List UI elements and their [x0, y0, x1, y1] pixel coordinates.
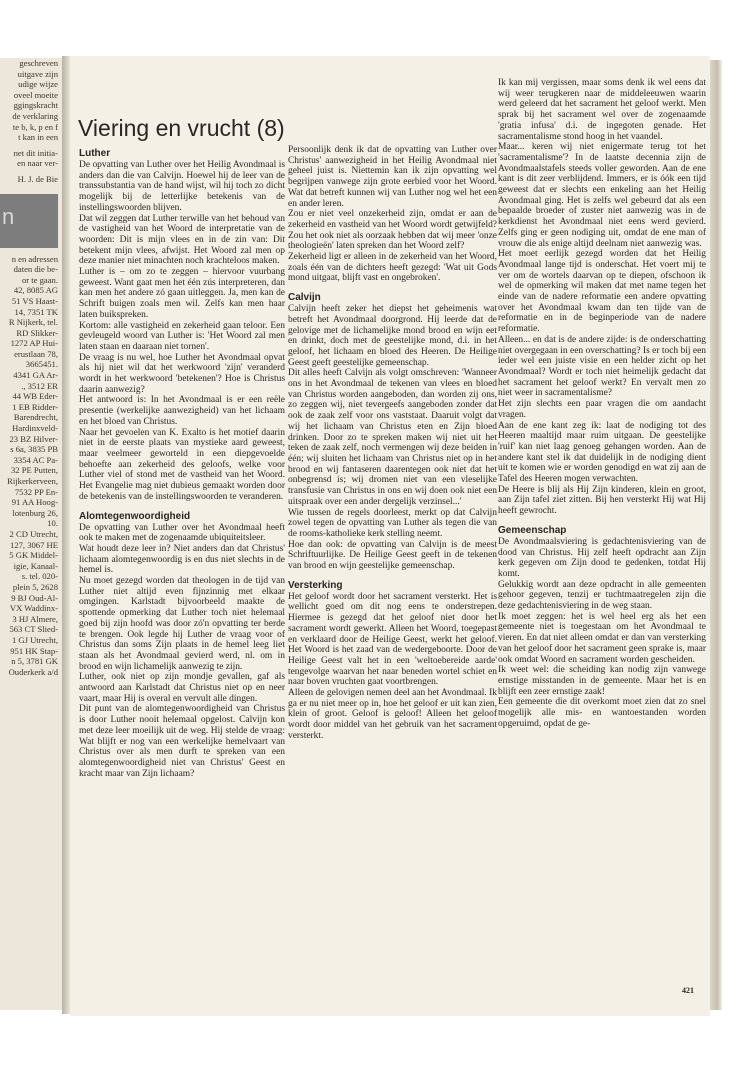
margin-text-line: 3354 AC Pa- [13, 454, 58, 465]
paragraph: Naar het gevoelen van K. Exalto is het motief daarin niet in de eerste plaats van mystieke aard geweest, maar veelmeer geworteld in een diepgevoelde behoefte aan zekerheid des geloofs, welke voor Luther viel of stond met de vastheid van het Woord. Het Evangelie mag niet dubieus gemaakt worden door de betekenis van de instellingswoorden te veranderen. [79, 427, 285, 502]
paragraph: Nu moet gezegd worden dat theologen in de tijd van Luther niet altijd even fijnzinnig met elkaar omgingen. Karlstadt bijvoorbeeld maakte de spottende opmerking dat Luther toch niet helemaal goed bij zijn hoofd was door zó'n opvatting ter berde te brengen. Ook legde hij Luther de vraag voor of Christus dan soms Zijn plaats in de hemel leeg liet staan als het Avondmaal gevierd werd, nl. om in brood en wijn lichamelijk aanwezig te zijn. [79, 576, 285, 672]
margin-gap [0, 185, 62, 190]
margin-text-line: plein 5, 2628 [12, 581, 58, 592]
paragraph: Zou er niet veel onzekerheid zijn, omdat er aan de zekerheid en vastheid van het Woord wordt getwijfeld? Zou het ook niet als oorzaak hebben dat wij meer 'onze theologieën' laten spreken dan het Woord zelf? [288, 209, 497, 252]
margin-text-line: en naar ver- [17, 158, 58, 169]
text-column-2 [288, 145, 497, 742]
margin-text-line: erustlaan 78, [14, 348, 58, 359]
margin-text-line: Rijkerkerveen, [7, 476, 58, 486]
paragraph: Zekerheid ligt er alleen in de zekerheid van het Woord, zoals één van de dichters heeft gezegd: 'Wat uit Gods mond uitgaat, blijft vast en ongebroken'. [288, 252, 497, 284]
margin-text-line: 4341 GA Ar- [13, 370, 58, 381]
paragraph: Luther is – om zo te zeggen – hiervoor vuurbang geweest. Want gaat men het één zús interpreteren, dan kan men het andere zó gaan uitleggen. Ja, men kan de Schrift buigen zoals men wil. Zelfs kan men haar laten buikspreken. [79, 267, 285, 320]
article-page [70, 56, 710, 1016]
paragraph: De Avondmaalsviering is gedachtenisviering van de dood van Christus. Hij zelf heeft opdracht aan Zijn kerk gegeven om Zijn dood te gedenken, totdat Hij komt. [498, 536, 706, 579]
article-title: Viering en vrucht (8) [78, 115, 285, 141]
margin-text-line: daten die be- [13, 264, 58, 275]
paragraph: Alleen de gelovigen nemen deel aan het Avondmaal. Ik ga er nu niet meer op in, hoe het geloof er uit kan zien, klein of groot. Geloof is geloof! Alleen het geloof wordt door middel van het gebruik van het sacrament versterkt. [288, 688, 497, 741]
margin-text-line: 32 PE Putten, [10, 465, 58, 476]
margin-text-line: 563 CT Slied- [9, 624, 58, 635]
paragraph: De opvatting van Luther over het Heilig Avondmaal is anders dan die van Calvijn. Hoewel hij de leer van de transsubstantia van de hand wijst, wil hij toch zo dicht mogelijk bij de letterlijke betekenis van de instellingswoorden blijven. [79, 160, 285, 213]
paragraph: Het geloof wordt door het sacrament versterkt. Het is wellicht goed om dit nog eens te onderstrepen. Hiermee is gezegd dat het geloof niet door het sacrament wordt gewerkt. Alleen het Woord, toegepast en verklaard door de Heilige Geest, werkt het geloof. Het Woord is het zaad van de wedergeboorte. Door de Heilige Geest valt het in een 'weltoebereide aarde' tengevolge waarvan het naar beneden wortel schiet en naar boven vruchten gaat voortbrengen. [288, 591, 497, 688]
paragraph: De vraag is nu wel, hoe Luther het Avondmaal opvat als hij niet wil dat het werkwoord 'zijn' veranderd wordt in het werkwoord 'betekenen'? Hoe is Christus daarin aanwezig? [79, 352, 285, 395]
margin-text-line: RD Slikker- [16, 327, 58, 338]
paragraph: Het moet eerlijk gezegd worden dat het Heilig Avondmaal lange tijd is onderschat. Het voert mij te ver om de wortels daarvan op te diepen, ofschoon ik wel de opmerking wil maken dat met name tegen het einde van de nadere reformatie een andere opvatting over het Avondmaal kwam dan ten tijde van de reformatie en in de beginperiode van de nadere reformatie. [498, 249, 706, 335]
margin-text-line: 3 HJ Almere, [12, 613, 58, 624]
paragraph: De opvatting van Luther over het Avondmaal heeft ook te maken met de zogenaamde ubiquiteitsleer. [79, 522, 285, 544]
margin-text-line: Barendrecht, [13, 412, 58, 423]
previous-page-margin [0, 58, 63, 1010]
paragraph: Gelukkig wordt aan deze opdracht in alle gemeenten gehoor gegeven, tenzij er tuchtmaatregelen zijn die deze gedachtenisviering in de weg staan. [498, 579, 706, 612]
margin-text-line: ., 3512 ER [21, 380, 58, 391]
margin-text-line: uitgave zijn [17, 68, 58, 79]
margin-text-line: ggingskracht [13, 100, 58, 111]
margin-text-line: s 6a, 3835 PB [10, 444, 58, 455]
margin-text-line: 9 BJ Oud-Al- [11, 592, 58, 603]
paragraph: Dat wil zeggen dat Luther terwille van het behoud van de vastigheid van het Woord de interpretatie van de woorden: Dit is mijn vlees en in de zin van: Dit betekent mijn vlees, afwijst. Het Woord zal men op deze manier niet minachten noch krachteloos maken. [79, 213, 285, 267]
paragraph: Het antwoord is: In het Avondmaal is er een reële presentie (werkelijke aanwezigheid) van het lichaam en het bloed van Christus. [79, 395, 285, 427]
margin-text-line: Ouderkerk a/d [8, 666, 58, 677]
margin-text-line: n 5, 3781 GK [11, 656, 58, 667]
text-column-1 [79, 148, 285, 779]
paragraph: Calvijn heeft zeker het diepst het geheimenis wat betreft het Avondmaal doorgrond. Hij leerde dat de gelovige met de lichamelijke mond brood en wijn eet en drinkt, doch met de geestelijke mond, d.i. in het geloof, het lichaam en bloed des Heeren. De Heilige Geest geeft geestelijke gemeenschap. [288, 304, 497, 368]
paragraph: Hoe dan ook: de opvatting van Calvijn is de meest Schriftuurlijke. De Heilige Geest geeft in de tekenen van brood en wijn geestelijke gemeenschap. [288, 539, 497, 572]
paragraph: Ik weet wel: die scheiding kan nodig zijn vanwege ernstige misstanden in de gemeente. Maar het is en blijft een zeer ernstige zaak! [498, 665, 706, 697]
margin-text-line: 3665451. [25, 359, 58, 370]
section-heading-versterking: Versterking [288, 579, 343, 591]
page-number: 421 [682, 986, 694, 995]
margin-text-line: 1 EB Ridder- [12, 401, 58, 412]
section-heading-calvijn: Calvijn [288, 292, 321, 304]
paragraph: Wie tussen de regels doorleest, merkt op dat Calvijn zowel tegen de opvatting van Luther als tegen die van de rooms-katholieke kerk stelling neemt. [288, 507, 497, 539]
section-heading-alomtegenwoordigheid: Alomtegenwoordigheid [79, 510, 191, 522]
margin-text-line: Hardinxveld- [12, 423, 58, 434]
margin-text-line: udige wijze [18, 79, 58, 90]
margin-text-line: H. J. de Bie [17, 173, 58, 184]
margin-text-line: 1272 AP Hui- [10, 338, 58, 349]
paragraph: Alleen... en dat is de andere zijde: is de onderschatting niet overgegaan in een overschatting? Is er toch bij een ieder wel een juiste visie en een helder zicht op het Avondmaal? Wordt er toch niet heimelijk gedacht dat het sacrament het geloof werkt? En vervalt men zo niet weer in sacramentalisme? [498, 334, 706, 399]
paragraph: Dit alles heeft Calvijn als volgt omschreven: 'Wanneer ons in het Avondmaal de tekenen van vlees en bloed van Christus worden aangeboden, dan worden zij ons, zo zeggen wij, niet tevergeefs aangeboden zonder dat ook de zaak zelf voor ons vaststaat. Daaruit volgt dat wij het lichaam van Christus eten en Zijn bloed drinken. Door zo te spreken maken wij niet uit het teken de zaak zelf, noch vermengen wij deze beiden in één; wij sluiten het lichaam van Christus niet op in het brood en wij fantaseren daarentegen ook niet dat het onbegrensd is; wij dromen niet van een vleselijke transfusie van Christus in ons en wij doen ook niet een uitspraak over een ander dergelijk verzinsel...' [288, 368, 497, 507]
section-heading-gemeenschap: Gemeenschap [498, 524, 567, 536]
margin-text-line: oveel moeite [13, 89, 58, 100]
margin-text-line: 127, 3067 HE [10, 539, 58, 550]
margin-text-line: de verklaring [12, 110, 58, 121]
previous-page-block-letter: n [2, 203, 15, 229]
margin-text-line: lotenburg 26, [12, 507, 58, 518]
paragraph: Luther, ook niet op zijn mondje gevallen, gaf als antwoord aan Karlstadt dat Christus niet op en neer vaart, maar Hij is overal en vervult alle dingen. [79, 672, 285, 704]
previous-page-photo-block [0, 194, 58, 248]
margin-text-line: 42, 8085 AG [13, 285, 58, 296]
margin-text-line: 2 CD Utrecht, [9, 528, 58, 539]
margin-text-line: 91 AA Hoog- [11, 497, 58, 508]
margin-text-line: 14, 7351 TK [14, 306, 58, 317]
paragraph: Een gemeente die dit overkomt moet zien dat zo snel mogelijk alle mis- en wantoestanden worden opgeruimd, opdat de ge- [498, 697, 706, 729]
margin-text-line: n en adressen [11, 253, 58, 264]
margin-text-line: 44 WB Eder- [12, 391, 58, 402]
margin-text-line: 1 GJ Utrecht, [11, 634, 58, 645]
paragraph: Wat houdt deze leer in? Niet anders dan dat Christus' lichaam alomtegenwoordig is en dus niet slechts in de hemel is. [79, 543, 285, 576]
margin-text-line: te b, k, p en f [12, 121, 58, 132]
margin-text-line: 7532 PP En- [14, 486, 58, 497]
margin-text-line: 10. [47, 518, 58, 529]
text-column-3 [498, 78, 706, 729]
book-spine [62, 56, 70, 1014]
margin-text-line: igie, Kanaal- [13, 560, 58, 571]
paragraph: De Heere is blij als Hij Zijn kinderen, klein en groot, aan Zijn tafel ziet zitten. Bij hen versterkt Hij wat Hij heeft gewrocht. [498, 484, 706, 517]
paragraph: Ik moet zeggen: het is wel heel erg als het een gemeente niet is toegestaan om het Avondmaal te vieren. En dat niet alleen omdat er dan van versterking van het geloof door het sacrament geen sprake is, maar ook omdat Woord en sacrament worden gescheiden. [498, 611, 706, 665]
margin-text-line: 51 VS Haast- [11, 295, 58, 306]
margin-text-line: t kan in een [18, 132, 58, 143]
margin-text-line: 5 GK Middel- [9, 550, 58, 561]
margin-text-line: 23 BZ Hilver- [9, 433, 58, 444]
paragraph: Ik kan mij vergissen, maar soms denk ik wel eens dat wij weer terugkeren naar de middeleeuwen waarin werd geleerd dat het sacrament het geloof werkt. Men sprak bij het sacrament wel over de zogenaamde 'gratia infusa' d.i. de ingegoten genade. Het sacramentalisme stond hoog in het vaandel. [498, 78, 706, 142]
margin-text-line: R Nijkerk, tel. [8, 317, 58, 328]
paragraph: Kortom: alle vastigheid en zekerheid gaan teloor. Een gevleugeld woord van Luther is: 'Het Woord zal men laten staan en daaraan niet tornen'. [79, 320, 285, 352]
margin-text-line: 951 HK Stap- [10, 645, 58, 656]
paragraph: Persoonlijk denk ik dat de opvatting van Luther over Christus' aanwezigheid in het Heilig Avondmaal niet geheel juist is. Niettemin kan ik zijn opvatting wel begrijpen vanwege zijn grote eerbied voor het Woord. Wat dat betreft kunnen wij van Luther nog wel het een en ander leren. [288, 145, 497, 209]
paragraph: Dit punt van de alomtegenwoordigheid van Christus is door Luther nooit helemaal opgelost. Calvijn kon met deze leer moeilijk uit de weg. Hij stelde de vraag: Wat blijft er nog van een werkelijke hemelvaart van Christus over als men durft te spreken van een alomtegenwoordigheid niet van Christus' Geest en kracht maar van Zijn lichaam? [79, 704, 285, 779]
margin-text-line: geschreven [19, 58, 58, 68]
margin-text-line: VX Waddinx- [9, 603, 58, 614]
section-heading-luther: Luther [79, 148, 111, 159]
margin-text-line: s. tel. 020- [21, 571, 58, 582]
paragraph: Aan de ene kant zeg ik: laat de nodiging tot des Heeren maaltijd maar ruim uitgaan. De geestelijke 'ruif' kan niet laag genoeg gehangen worden. Aan de andere kant stel ik dat duidelijk in de nodiging dient uit te komen wie er worden genodigd en wat zij aan de Tafel des Heeren mogen verwachten. [498, 420, 706, 485]
margin-text-line: net dit initia- [13, 147, 58, 158]
paragraph: Het zijn slechts een paar vragen die om aandacht vragen. [498, 399, 706, 420]
page-edge [710, 60, 722, 1010]
paragraph: Maar... keren wij niet enigermate terug tot het 'sacramentalisme'? In de laatste decennia zijn de Avondmaalstafels steeds voller geworden. Aan de ene kant is dit zeer verblijdend. Immers, er is óók een tijd geweest dat er slechts een enkeling aan het Heilig Avondmaal ging. Het is zelfs wel gebeurd dat als een bepaalde broeder of zuster niet aanwezig was in de kerkdienst het Avondmaal niet eens werd gevierd. Zelfs ging er geen nodiging uit, omdat de ene man of vrouw die als enige altijd deelnam niet aanwezig was. [498, 142, 706, 249]
margin-text-line: or te gaan. [21, 274, 58, 285]
